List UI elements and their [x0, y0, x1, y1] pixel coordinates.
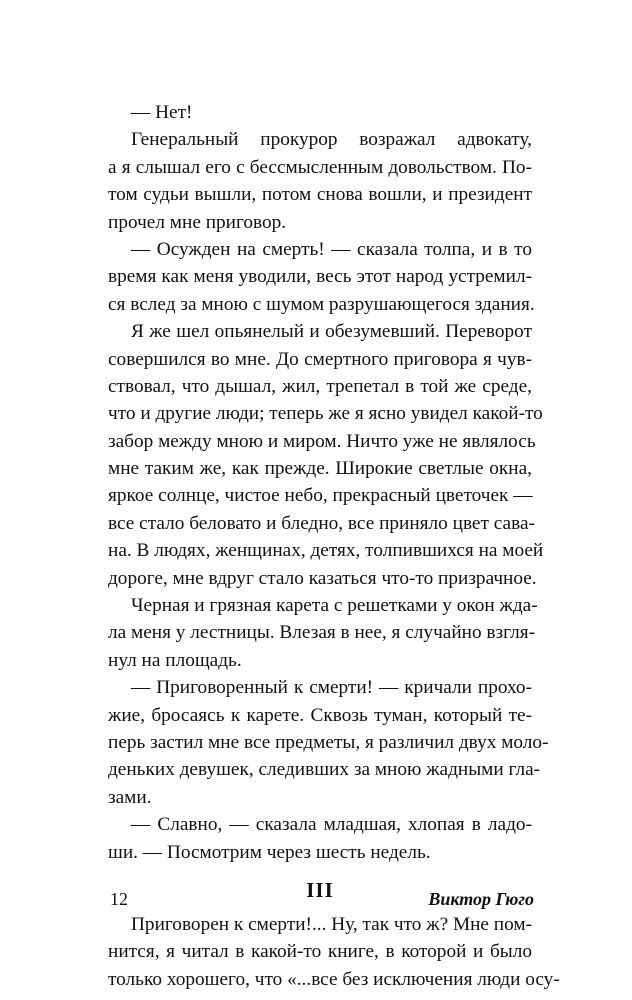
page-number: 12: [110, 889, 128, 909]
running-footer-author: Виктор Гюго: [428, 889, 534, 909]
text-line: нул на площадь.: [108, 649, 242, 671]
text-line: дороге, мне вдруг стало казаться что-то призрачное.: [108, 567, 537, 589]
text-line: только хорошего, что «...все без исключения люди осу-: [108, 968, 560, 990]
text-line: ся вслед за мною с шумом разрушающегося здания.: [108, 293, 535, 315]
text-line: мне таким же, как прежде. Широкие светлые окна,: [108, 458, 532, 480]
chapter-heading: III: [306, 877, 334, 902]
text-line: что и другие люди; теперь же я ясно увидел какой-то: [108, 403, 543, 425]
text-line: Приговорен к смерти!... Ну, так что ж? Мне пом-: [131, 913, 533, 935]
text-line: том судьи вышли, потом снова вошли, и президент: [108, 184, 532, 206]
text-line: все стало беловато и бледно, все приняло цвет сава-: [108, 512, 535, 534]
text-line: Черная и грязная карета с решетками у окон жда-: [131, 595, 538, 617]
text-line: зами.: [108, 786, 152, 808]
text-line: жие, бросаясь к карете. Сквозь туман, который те-: [108, 704, 532, 726]
text-line: совершился во мне. До смертного приговора я чув-: [108, 348, 532, 370]
text-line: перь застил мне все предметы, я различил двух моло-: [108, 731, 549, 753]
text-line: яркое солнце, чистое небо, прекрасный цветочек —: [108, 485, 533, 507]
text-line: деньких девушек, следивших за мною жадными гла-: [108, 759, 541, 781]
text-line: ла меня у лестницы. Влезая в нее, я случайно взгля-: [108, 622, 535, 644]
text-line: прочел мне приговор.: [108, 211, 287, 233]
page-body: [108, 99, 560, 993]
text-line: ши. — Посмотрим через шесть недель.: [108, 841, 431, 863]
text-line: на. В людях, женщинах, детях, толпившихся на моей: [108, 540, 544, 562]
text-line: время как меня уводили, весь этот народ устремил-: [108, 266, 532, 288]
text-line: забор между мною и миром. Ничто уже не являлось: [108, 430, 536, 452]
text-line: а я слышал его с бессмысленным довольством. По-: [108, 156, 532, 178]
text-line: нится, я читал в какой-то книге, в которой и было: [108, 941, 532, 963]
text-line: Я же шел опьянелый и обезумевший. Переворот: [131, 321, 532, 343]
text-line: ствовал, что дышал, жил, трепетал в той же среде,: [108, 375, 532, 397]
text-line: — Осужден на смерть! — сказала толпа, и в то: [131, 238, 532, 260]
text-line: Генеральный прокурор возражал адвокату,: [131, 129, 532, 151]
text-line: — Нет!: [131, 102, 193, 123]
text-line: — Приговоренный к смерти! — кричали прохо-: [131, 677, 532, 699]
text-line: — Славно, — сказала младшая, хлопая в ладо-: [131, 814, 532, 836]
